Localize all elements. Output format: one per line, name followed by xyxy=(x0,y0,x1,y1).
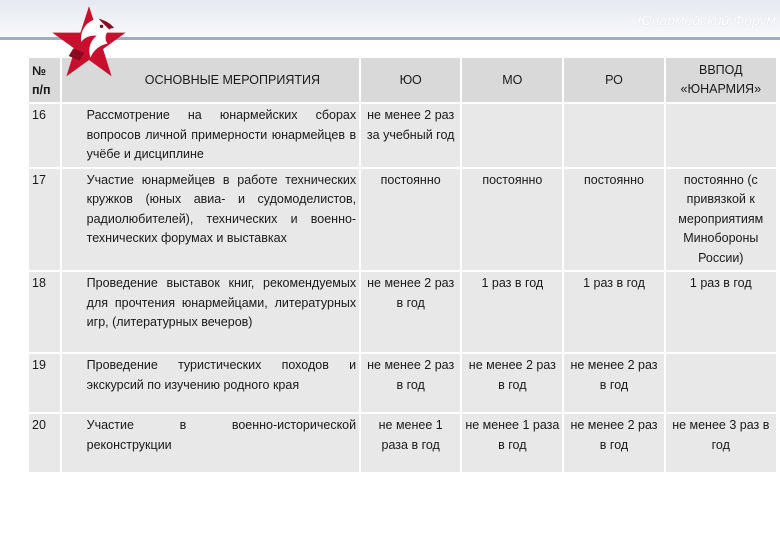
cell-ro: не менее 2 раз в год xyxy=(564,414,663,472)
event-description: Проведение туристических походов и экскурсий по изучению родного края xyxy=(62,354,359,412)
row-number: 19 xyxy=(29,354,60,412)
cell-mo: не менее 2 раз в год xyxy=(462,354,562,412)
cell-vvpod: 1 раз в год xyxy=(666,272,776,352)
cell-yuo: не менее 2 раз за учебный год xyxy=(361,104,460,167)
cell-vvpod xyxy=(666,354,776,412)
logo-eagle-eye xyxy=(100,25,103,28)
row-number: 16 xyxy=(29,104,60,167)
header-ro: РО xyxy=(564,58,663,102)
cell-ro: постоянно xyxy=(564,169,663,271)
event-description: Проведение выставок книг, рекомендуемых для прочтения юнармейцами, литературных игр, (литературных вечеров) xyxy=(62,272,359,352)
cell-ro: не менее 2 раз в год xyxy=(564,354,663,412)
row-number: 18 xyxy=(29,272,60,352)
header-vvpod: ВВПОД «ЮНАРМИЯ» xyxy=(666,58,776,102)
row-number: 20 xyxy=(29,414,60,472)
cell-vvpod: не менее 3 раз в год xyxy=(666,414,776,472)
logo-star-shape xyxy=(52,6,125,76)
cell-yuo: не менее 2 раз в год xyxy=(361,354,460,412)
cell-vvpod: постоянно (с привязкой к мероприятиям Минобороны России) xyxy=(666,169,776,271)
cell-mo xyxy=(462,104,562,167)
header-main-label: ОСНОВНЫЕ МЕРОПРИЯТИЯ xyxy=(144,72,321,87)
header-number-line1: № xyxy=(32,64,46,78)
table-row xyxy=(29,272,776,352)
header-yuo: ЮО xyxy=(361,58,460,102)
table-row xyxy=(29,104,776,167)
header-mo: МО xyxy=(462,58,562,102)
header-row xyxy=(29,58,776,102)
cell-mo: 1 раз в год xyxy=(462,272,562,352)
cell-mo: не менее 1 раза в год xyxy=(462,414,562,472)
cell-vvpod xyxy=(666,104,776,167)
table-row xyxy=(29,169,776,271)
header-number-line2: п/п xyxy=(32,83,51,97)
event-description: Участие в военно-исторической реконструкции xyxy=(62,414,359,472)
event-description: Рассмотрение на юнармейских сборах вопросов личной примерности юнармейцев в учёбе и дисциплине xyxy=(62,104,359,167)
yunarmiya-star-eagle-logo xyxy=(50,2,128,82)
row-number: 17 xyxy=(29,169,60,271)
cell-yuo: не менее 1 раза в год xyxy=(361,414,460,472)
cell-ro: 1 раз в год xyxy=(564,272,663,352)
event-description: Участие юнармейцев в работе технических кружков (юных авиа- и судомоделистов, радиолюбителей), технических и военно-технических форумах и выставках xyxy=(62,169,359,271)
table-row xyxy=(29,414,776,472)
cell-yuo: постоянно xyxy=(361,169,460,271)
table-row xyxy=(29,354,776,412)
brand-title: Юнармейский Форум xyxy=(637,12,776,28)
cell-yuo: не менее 2 раз в год xyxy=(361,272,460,352)
cell-ro xyxy=(564,104,663,167)
events-table xyxy=(27,56,778,474)
cell-mo: постоянно xyxy=(462,169,562,271)
